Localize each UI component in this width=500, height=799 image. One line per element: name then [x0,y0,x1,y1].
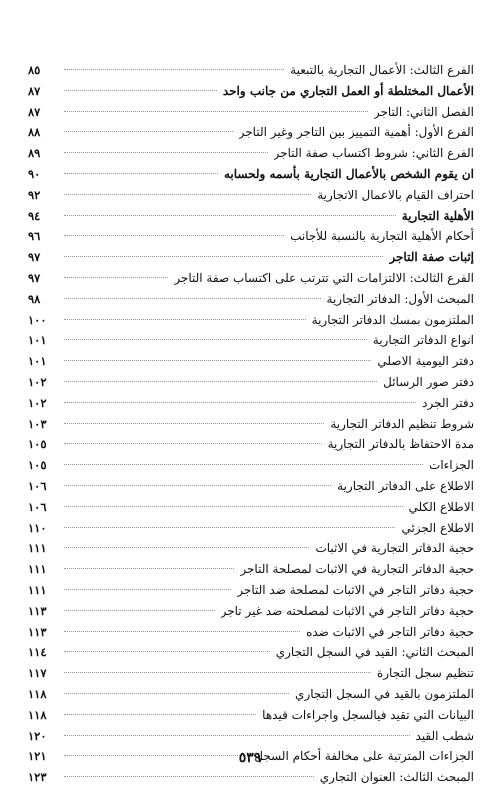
toc-entry-title: الفرع الثاني: شروط اكتساب صفة التاجر [273,146,474,161]
toc-entry-title: حجية الدفاتر التجارية في الاثبات [315,541,474,556]
dot-leader [64,360,371,361]
toc-entry [28,434,474,455]
toc-entry-title: أحكام الأهلية التجارية بالنسبة للأجانب [290,229,474,244]
toc-entry-page: ١١٣ [28,624,47,639]
toc-entry-page: ١٠٥ [28,437,47,452]
dot-leader [64,215,396,216]
toc-entry-page: ١٠٥ [28,458,47,473]
toc-entry [28,330,474,351]
dot-leader [64,152,268,153]
toc-entry [28,455,474,476]
dot-leader [64,464,423,465]
toc-entry [28,206,474,227]
toc-entry-title: الفرع الأول: أهمية التمييز بين التاجر وغير التاجر [238,125,474,140]
dot-leader [64,485,331,486]
dot-leader [64,631,300,632]
toc-entry [28,726,474,747]
dot-leader [64,173,218,174]
dot-leader [64,131,233,132]
dot-leader [64,589,231,590]
dot-leader [64,381,377,382]
toc-entry-page: ٨٩ [28,146,41,161]
toc-entry-page: ١٠٢ [28,374,47,389]
toc-entry-page: ٩٧ [28,250,41,265]
page-number: ٥٣٩ [238,750,262,766]
toc-entry-page: ١٠١ [28,354,47,369]
dot-leader [64,714,256,715]
dot-leader [64,256,383,257]
toc-entry-title: إثبات صفة التاجر [389,250,474,265]
toc-entry-page: ١١٧ [28,666,47,681]
toc-entry-title: الفرع الثالث: الأعمال التجارية بالتبعية [290,63,474,77]
toc-entry [28,143,474,164]
dot-leader [64,277,168,278]
toc-entry [28,289,474,310]
dot-leader [64,339,367,340]
toc-entry [28,351,474,372]
toc-entry-title: الاطلاع الكلي [408,499,474,514]
toc-entry-title: المبحث الأول: الدفاتر التجارية [326,291,474,306]
toc-entry [28,580,474,601]
dot-leader [64,111,368,112]
toc-entry-page: ١١١ [28,541,47,556]
toc-entry [28,538,474,559]
dot-leader [64,776,314,777]
toc-entry [28,559,474,580]
toc-entry [28,102,474,123]
toc-entry [28,642,474,663]
toc-entry-title: الملتزمون بالقيد في السجل التجاري [295,686,474,701]
toc-entry-page: ٩٨ [28,291,41,306]
toc-entry-page: ٨٨ [28,125,41,140]
dot-leader [64,568,234,569]
dot-leader [64,547,309,548]
toc-entry-title: الجزاءات [429,458,474,473]
toc-entry-title: ان يقوم الشخص بالأعمال التجارية بأسمه ولحسابه [223,166,474,181]
toc-entry-title: دفتر اليومية الاصلي [377,354,474,369]
toc-entry-title: الاطلاع على الدفاتر التجارية [337,478,474,493]
dot-leader [64,402,416,403]
toc-entry [28,60,474,81]
toc-entry-title: الفرع الثالث: الالتزامات التي تترتب على اكتساب صفة التاجر [174,270,474,285]
toc-entry [28,226,474,247]
toc-entry-title: الملتزمون بمسك الدفاتر التجارية [311,312,474,327]
toc-entry-page: ١٠٠ [28,312,47,327]
toc-entry-page: ١١٨ [28,707,47,722]
toc-entry-title: احتراف القيام بالاعمال الاتجارية [317,187,474,202]
dot-leader [64,69,284,70]
toc-entry [28,122,474,143]
toc-entry-page: ١٢٣ [28,770,47,785]
dot-leader [64,423,324,424]
toc-entry-title: المبحث الثاني: القيد في السجل التجاري [275,645,474,660]
toc-entry-page: ١١١ [28,582,47,597]
dot-leader [64,298,321,299]
toc-entry-title: حجية الدفاتر التجارية في الاثبات لمصلحة التاجر [240,562,474,577]
toc-entry-page: ١٠٦ [28,478,47,493]
toc-entry-title: الأعمال المختلطة أو العمل التجاري من جانب واحد [222,83,474,98]
dot-leader [64,693,289,694]
toc-entry [28,414,474,435]
toc-entry-page: ١١٨ [28,686,47,701]
dot-leader [64,90,217,91]
toc-entry [28,185,474,206]
dot-leader [64,506,403,507]
dot-leader [64,672,371,673]
toc-entry-page: ١٠١ [28,333,47,348]
toc-entry-page: ١١٠ [28,520,47,535]
toc-entry-page: ٩٠ [28,166,41,181]
toc-entry-title: مدة الاحتفاظ بالدفاتر التجارية [327,437,474,452]
toc-entry-title: حجية دفاتر التاجر في الاثبات لمصلحته ضد غير تاجر [220,603,474,618]
toc-entry [28,372,474,393]
toc-entry-page: ٩٤ [28,208,41,223]
toc-entry-page: ٩٢ [28,187,41,202]
toc-entry-page: ١٠٦ [28,499,47,514]
toc-entry-title: شطب القيد [415,728,474,743]
toc-entry-page: ١١١ [28,562,47,577]
toc-entry-page: ١٠٢ [28,395,47,410]
toc-entry [28,247,474,268]
toc-entry-title: الفصل الثاني: التاجر [373,104,474,119]
toc-entry-page: ١١٤ [28,645,47,660]
toc-entry-title: حجية دفاتر التاجر في الاثبات ضده [306,624,474,639]
toc-entry-title: انواع الدفاتر التجارية [372,333,474,348]
dot-leader [64,319,306,320]
dot-leader [64,235,284,236]
toc-entry [28,518,474,539]
toc-entry [28,393,474,414]
dot-leader [64,610,215,611]
dot-leader [64,443,322,444]
toc-entry [28,601,474,622]
toc-entry-title: دفتر صور الرسائل [383,374,474,389]
toc-entry [28,310,474,331]
toc-entry [28,622,474,643]
toc-entry-title: دفتر الجرد [422,395,474,410]
dot-leader [64,735,410,736]
toc-entry-page: ٨٧ [28,83,41,98]
toc-entry [28,164,474,185]
toc-entry-page: ١٢١ [28,749,47,764]
toc-entry [28,497,474,518]
toc-entry-page: ٨٧ [28,104,41,119]
toc-entry-title: تنظيم سجل التجارة [376,666,474,681]
toc-entry-title: البيانات التي تقيد فيالسجل واجراءات قيدها [262,707,474,722]
toc-entry-page: ٨٥ [28,63,41,77]
toc-entry-page: ١٠٣ [28,416,47,431]
toc-entry [28,268,474,289]
toc-entry [28,476,474,497]
toc-entry-title: الاطلاع الجزئي [401,520,474,535]
toc-entry-page: ١١٣ [28,603,47,618]
toc-entry [28,81,474,102]
dot-leader [64,194,311,195]
toc-entry-title: الأهلية التجارية [401,208,474,223]
toc-entry [28,767,474,788]
dot-leader [64,651,270,652]
toc-entry-title: الجزاءات المترتبة على مخالفة أحكام السجل [254,749,474,764]
toc-entry-title: شروط تنظيم الدفاتر التجارية [330,416,474,431]
toc-entry [28,663,474,684]
toc-entry-page: ١٢٠ [28,728,47,743]
toc-entry-page: ٩٦ [28,229,41,244]
toc-entry [28,705,474,726]
toc-entry-title: حجية دفاتر التاجر في الاثبات لمصلحة ضد التاجر [237,582,474,597]
toc-entry-title: المبحث الثالث: العنوان التجاري [319,770,474,785]
table-of-contents [28,60,474,788]
toc-entry-page: ٩٧ [28,270,41,285]
toc-entry [28,684,474,705]
dot-leader [64,527,395,528]
